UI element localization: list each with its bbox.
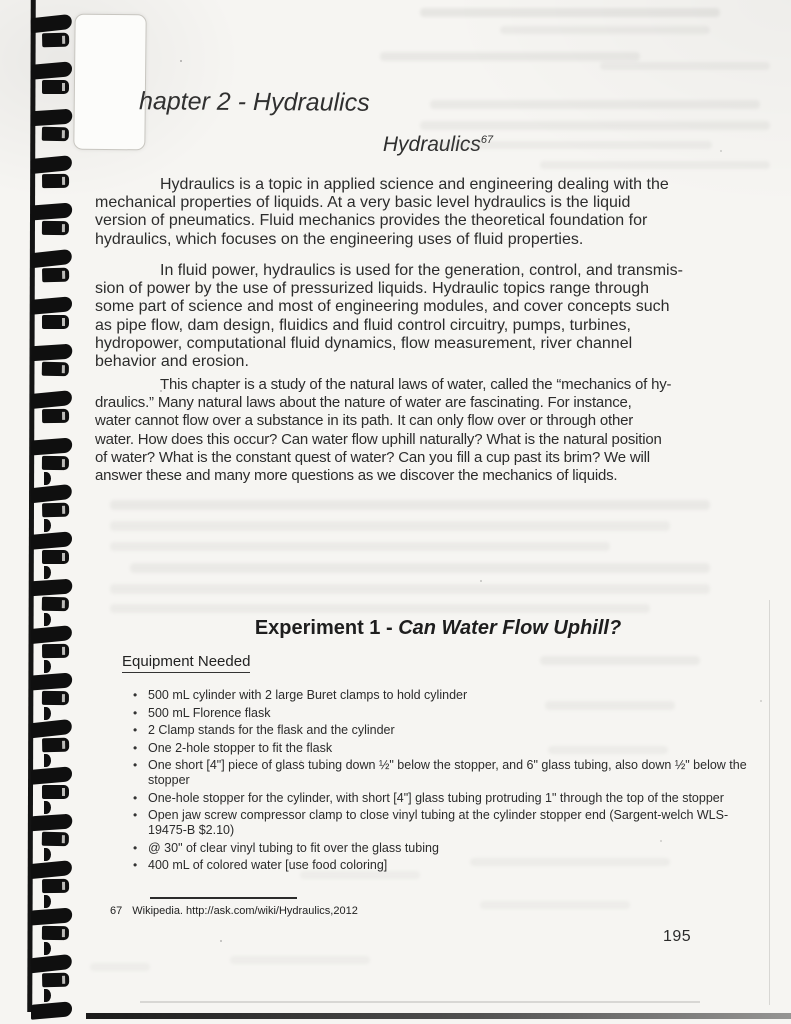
binding-tooth-tip — [44, 613, 51, 626]
binding-tooth-tip — [44, 707, 51, 720]
ghost-text-line — [540, 656, 700, 665]
text-line: answer these and many more questions as we discover the mechanics of liquids. — [95, 467, 618, 485]
binding-tooth-tip — [44, 472, 51, 485]
paragraph-chapter-overview — [95, 376, 735, 485]
binding-tooth — [31, 251, 80, 288]
ghost-text-line — [600, 62, 770, 70]
binding-tooth-tip — [44, 519, 51, 532]
binding-tooth — [31, 298, 79, 334]
text-line: This chapter is a study of the natural laws of water, called the “mechanics of hy- — [160, 376, 672, 393]
binding-tooth-tip — [44, 895, 51, 908]
ghost-text-line — [420, 8, 720, 17]
binding-tooth-tip — [44, 801, 51, 814]
equipment-list — [133, 688, 758, 876]
equipment-item: • @ 30" of clear vinyl tubing to fit over the glass tubing — [148, 841, 750, 856]
text-line: version of pneumatics. Fluid mechanics provides the theoretical foundation for — [95, 212, 648, 230]
equipment-item: • 400 mL of colored water [use food coloring] — [148, 858, 750, 873]
text-line: Hydraulics is a topic in applied science and engineering dealing with the — [160, 176, 669, 193]
binding-tooth — [31, 580, 80, 617]
footnote-text: Wikipedia. http://ask.com/wiki/Hydraulics,2012 — [132, 905, 358, 917]
binding-tooth — [31, 204, 79, 241]
binding-tooth — [31, 439, 79, 476]
ghost-text-line — [432, 141, 712, 149]
ghost-text-line — [380, 52, 640, 61]
text-line: hydraulics, which focuses on the engineering uses of fluid properties. — [95, 230, 584, 248]
binding-tooth — [31, 862, 79, 899]
ghost-text-line — [480, 901, 630, 909]
binding-tooth — [31, 1003, 79, 1024]
binding-tooth — [31, 909, 79, 946]
scan-edge-faint-line — [140, 1001, 700, 1003]
equipment-item: • One-hole stopper for the cylinder, with short [4"] glass tubing protruding 1" through the top of the stopper — [148, 791, 750, 806]
ghost-text-line — [110, 584, 710, 594]
ghost-text-line — [110, 542, 610, 551]
ghost-text-line — [110, 521, 670, 531]
binding-tooth — [31, 721, 80, 758]
text-line: as pipe flow, dam design, fluidics and fluid control circuitry, pumps, turbines, — [95, 316, 631, 334]
footnote-rule — [150, 897, 297, 899]
text-line: sion of power by the use of pressurized liquids. Hydraulic topics range through — [95, 280, 650, 298]
binding-tooth-tip — [44, 754, 51, 767]
sticker-label — [73, 14, 146, 151]
equipment-item: • Open jaw screw compressor clamp to close vinyl tubing at the cylinder stopper end (Sargent-welch WLS-19475-B $2.10) — [148, 808, 750, 838]
binding-tooth — [31, 157, 79, 194]
binding-tooth — [31, 815, 80, 852]
ghost-text-line — [430, 100, 760, 109]
footnote-number: 67 — [110, 905, 123, 917]
binding-tooth — [31, 956, 80, 993]
text-line: draulics.” Many natural laws about the nature of water are fascinating. For instance, — [95, 394, 632, 412]
binding-tooth — [31, 63, 79, 99]
experiment-heading — [130, 617, 746, 640]
binding-tooth — [31, 392, 79, 429]
ghost-text-line — [130, 563, 710, 573]
experiment-heading-prefix: Experiment 1 - — [254, 617, 399, 639]
ghost-text-line — [420, 121, 770, 130]
binding-tooth-tip — [44, 942, 51, 955]
binding-tooth — [31, 345, 80, 382]
binding-tooth — [31, 768, 79, 804]
binding-tooth — [31, 110, 80, 147]
text-line: water cannot flow over a substance in its path. It can only flow over or through other — [95, 412, 634, 430]
equipment-item: • One 2-hole stopper to fit the flask — [148, 741, 750, 756]
ghost-text-line — [500, 26, 710, 34]
equipment-item: • 500 mL cylinder with 2 large Buret clamps to hold cylinder — [148, 688, 750, 703]
page-crease — [769, 600, 770, 1005]
ghost-text-line — [470, 858, 670, 866]
ghost-text-line — [540, 161, 770, 169]
equipment-item: • One short [4"] piece of glass tubing down ½" below the stopper, and 6" glass tubing, also down ½" below the stopper — [148, 758, 750, 788]
page-number: 195 — [663, 928, 692, 945]
paragraph-intro — [95, 176, 735, 249]
text-line: water. How does this occur? Can water flow uphill naturally? What is the natural position — [95, 430, 662, 448]
text-line: hydropower, computational fluid dynamics, flow measurement, river channel — [95, 334, 633, 352]
binding-tooth-tip — [44, 660, 51, 673]
text-line: In fluid power, hydraulics is used for the generation, control, and transmis- — [160, 262, 683, 279]
footnote — [110, 905, 358, 917]
ghost-text-line — [110, 604, 650, 613]
text-line: mechanical properties of liquids. At a very basic level hydraulics is the liquid — [95, 194, 631, 212]
binding-tooth — [31, 16, 80, 53]
page-title-text: Hydraulics — [382, 133, 481, 156]
binding-tooth — [31, 627, 79, 664]
binding-tooth-tip — [44, 848, 51, 861]
footnote-ref: 67 — [480, 134, 494, 146]
ghost-text-line — [110, 500, 710, 510]
experiment-heading-title: Can Water Flow Uphill? — [398, 617, 622, 639]
binding-tooth — [31, 533, 79, 569]
binding-tooth-tip — [44, 566, 51, 579]
scan-noise — [180, 60, 182, 62]
ghost-text-line — [90, 963, 150, 971]
ghost-text-line — [230, 956, 370, 964]
equipment-needed-heading: Equipment Needed — [122, 653, 250, 673]
ghost-text-line — [548, 746, 668, 754]
text-line: some part of science and most of engineering modules, and cover concepts such — [95, 298, 670, 316]
text-line: of water? What is the constant quest of water? Can you fill a cup past its brim? We will — [95, 448, 650, 466]
equipment-item: • 2 Clamp stands for the flask and the cylinder — [148, 723, 750, 738]
binding-tooth-tip — [44, 989, 51, 1002]
equipment-item: • 500 mL Florence flask — [148, 706, 750, 721]
binding-tooth — [31, 486, 80, 523]
paragraph-fluid-power — [95, 262, 735, 371]
ghost-text-line — [545, 701, 675, 710]
text-line: behavior and erosion. — [95, 353, 249, 371]
ghost-text-line — [300, 871, 420, 879]
chapter-header: hapter 2 - Hydraulics — [138, 87, 370, 117]
binding-tooth — [31, 674, 79, 711]
scan-bottom-edge — [86, 1013, 791, 1019]
